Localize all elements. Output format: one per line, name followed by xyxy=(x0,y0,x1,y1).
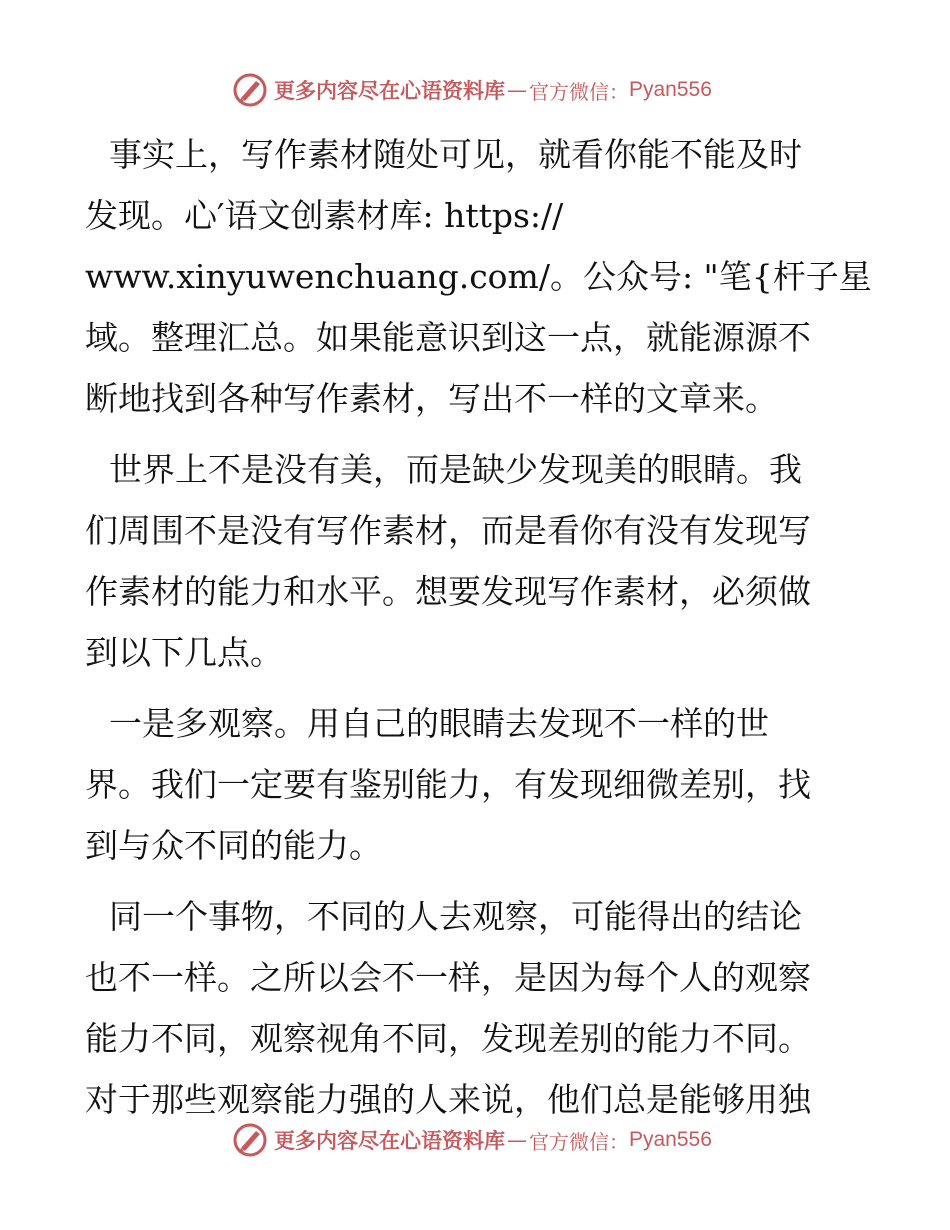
banner-wechat-label: 官方微信： xyxy=(529,1129,629,1154)
footer-banner xyxy=(232,1120,712,1160)
text-line: 对于那些观察能力强的人来说，他们总是能够用独 xyxy=(85,1080,811,1119)
banner-dash: — xyxy=(507,78,527,102)
banner-wechat-label: 官方微信： xyxy=(529,79,629,104)
pen-logo-icon xyxy=(232,72,268,108)
text-line: 作素材的能力和水平。想要发现写作素材，必须做 xyxy=(85,572,811,611)
banner-text: 更多内容尽在心语资料库 xyxy=(274,78,505,103)
text-line: 能力不同，观察视角不同，发现差别的能力不同。 xyxy=(85,1019,811,1058)
body-text xyxy=(85,124,872,1140)
paragraph-3 xyxy=(85,693,849,876)
text-line: 界。我们一定要有鉴别能力，有发现细微差别，找 xyxy=(85,765,811,804)
paragraph-1 xyxy=(85,124,872,429)
paragraph-2 xyxy=(85,439,849,683)
header-banner xyxy=(232,70,712,110)
text-line: www.xinyuwenchuang.com/。公众号: "笔{杆子星 xyxy=(85,257,872,296)
text-line: 事实上，写作素材随处可见，就看你能不能及时 xyxy=(109,135,802,174)
text-line: 们周围不是没有写作素材，而是看你有没有发现写 xyxy=(85,511,811,550)
text-line: 到与众不同的能力。 xyxy=(85,826,382,865)
text-line: 域。整理汇总。如果能意识到这一点，就能源源不 xyxy=(85,318,811,357)
text-line: 断地找到各种写作素材，写出不一样的文章来。 xyxy=(85,379,778,418)
paragraph-4 xyxy=(85,886,849,1130)
text-line: 也不一样。之所以会不一样，是因为每个人的观察 xyxy=(85,958,811,997)
banner-wechat-id: Pyan556 xyxy=(629,1128,712,1151)
banner-wechat-id: Pyan556 xyxy=(629,78,712,101)
text-line: 一是多观察。用自己的眼睛去发现不一样的世 xyxy=(109,704,769,743)
text-line: 世界上不是没有美，而是缺少发现美的眼睛。我 xyxy=(109,450,802,489)
banner-text: 更多内容尽在心语资料库 xyxy=(274,1128,505,1153)
text-line: 发现。心′语文创素材库: https:// xyxy=(85,196,564,235)
banner-dash: — xyxy=(507,1128,527,1152)
text-line: 同一个事物，不同的人去观察，可能得出的结论 xyxy=(109,897,802,936)
pen-logo-icon xyxy=(232,1122,268,1158)
text-line: 到以下几点。 xyxy=(85,633,283,672)
